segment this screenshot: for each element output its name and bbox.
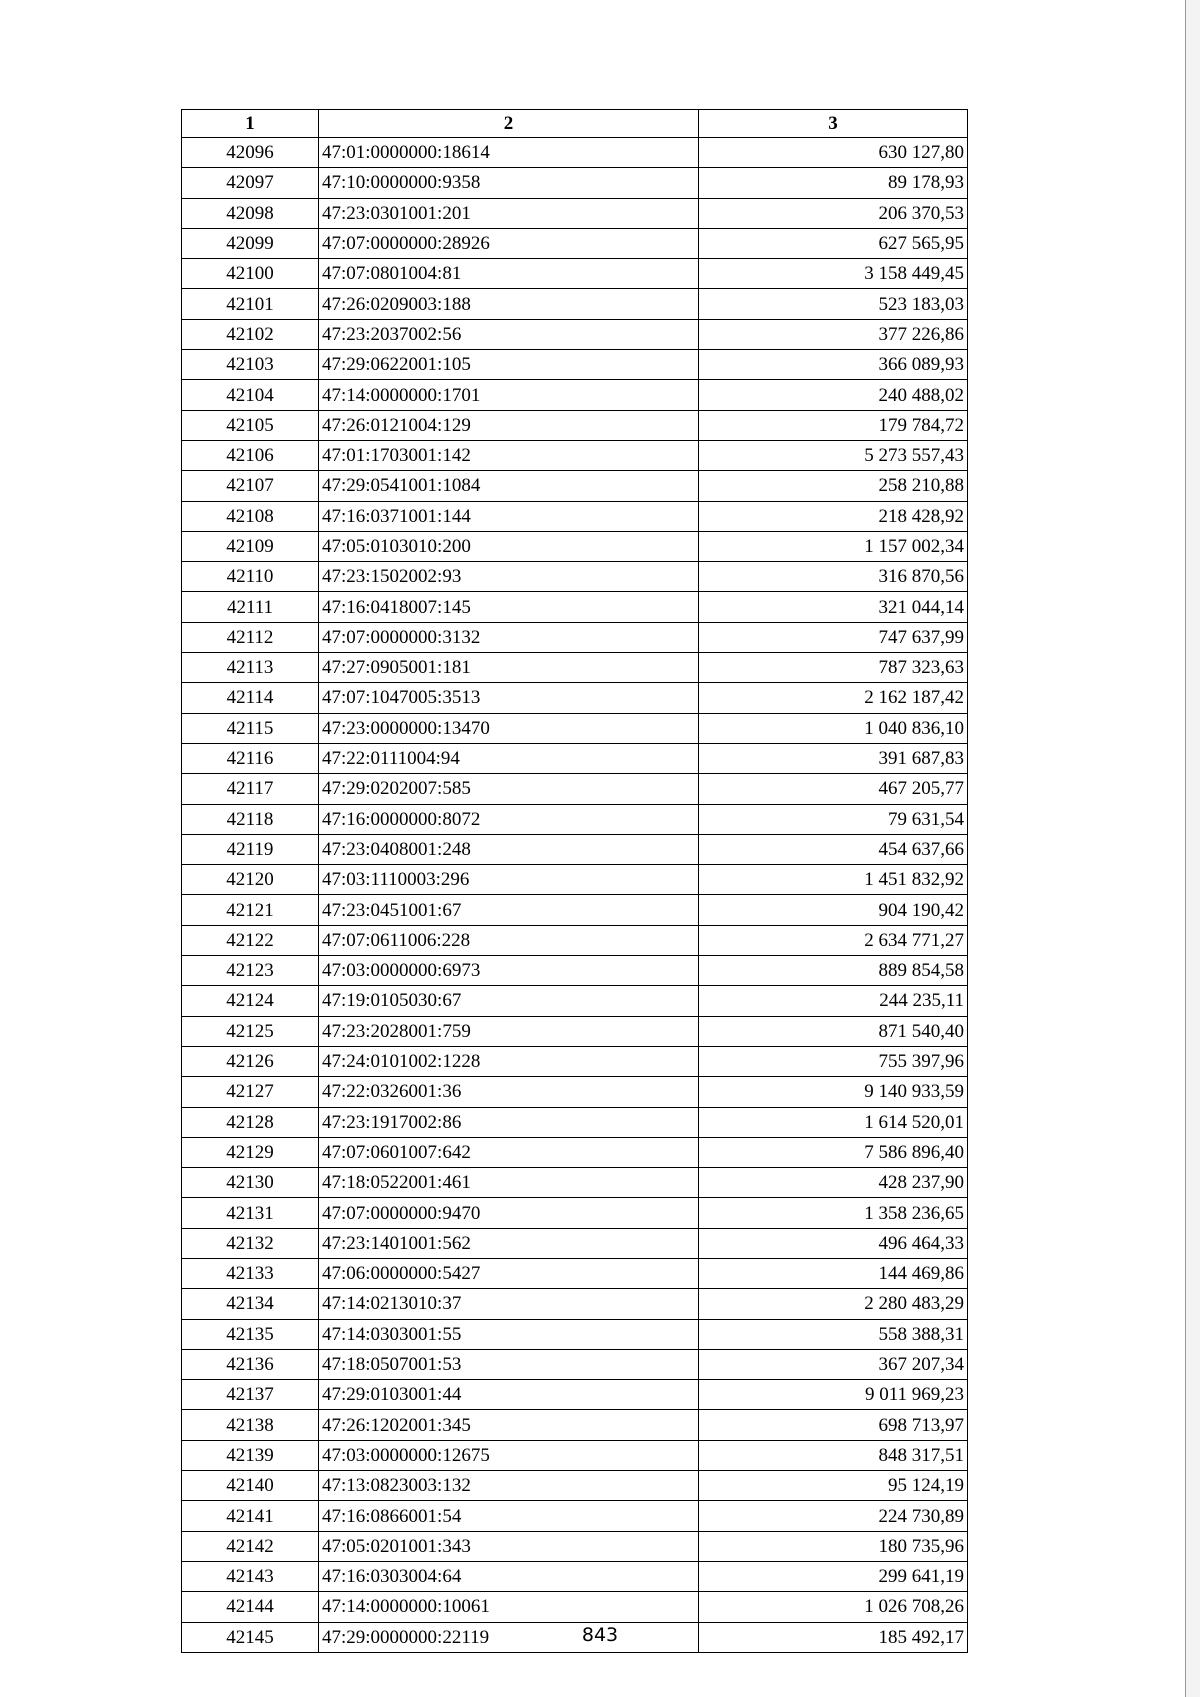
cadastral-number: 47:13:0823003:132 [319, 1471, 699, 1501]
table-row [182, 198, 968, 228]
amount-value: 454 637,66 [699, 834, 968, 864]
row-number: 42116 [182, 743, 319, 773]
amount-value: 871 540,40 [699, 1016, 968, 1046]
row-number: 42142 [182, 1531, 319, 1561]
row-number: 42137 [182, 1380, 319, 1410]
cadastral-number: 47:27:0905001:181 [319, 653, 699, 683]
row-number: 42120 [182, 865, 319, 895]
row-number: 42102 [182, 319, 319, 349]
amount-value: 558 388,31 [699, 1319, 968, 1349]
table-body [182, 138, 968, 1653]
cadastral-number: 47:06:0000000:5427 [319, 1258, 699, 1288]
amount-value: 848 317,51 [699, 1440, 968, 1470]
table-row [182, 501, 968, 531]
cadastral-number: 47:01:1703001:142 [319, 440, 699, 470]
cadastral-number: 47:05:0103010:200 [319, 531, 699, 561]
amount-value: 321 044,14 [699, 592, 968, 622]
table-row [182, 471, 968, 501]
amount-value: 1 157 002,34 [699, 531, 968, 561]
amount-value: 755 397,96 [699, 1046, 968, 1076]
table-row [182, 743, 968, 773]
row-number: 42125 [182, 1016, 319, 1046]
table-row [182, 956, 968, 986]
amount-value: 1 614 520,01 [699, 1107, 968, 1137]
row-number: 42145 [182, 1622, 319, 1652]
row-number: 42138 [182, 1410, 319, 1440]
cadastral-number: 47:16:0866001:54 [319, 1501, 699, 1531]
cadastral-number: 47:29:0103001:44 [319, 1380, 699, 1410]
amount-value: 889 854,58 [699, 956, 968, 986]
cadastral-number: 47:05:0201001:343 [319, 1531, 699, 1561]
amount-value: 367 207,34 [699, 1349, 968, 1379]
row-number: 42110 [182, 562, 319, 592]
row-number: 42114 [182, 683, 319, 713]
amount-value: 377 226,86 [699, 319, 968, 349]
table-row [182, 1380, 968, 1410]
table-row [182, 1046, 968, 1076]
row-number: 42106 [182, 440, 319, 470]
amount-value: 9 140 933,59 [699, 1077, 968, 1107]
row-number: 42130 [182, 1168, 319, 1198]
row-number: 42140 [182, 1471, 319, 1501]
table-row [182, 895, 968, 925]
cadastral-number: 47:23:0000000:13470 [319, 713, 699, 743]
row-number: 42113 [182, 653, 319, 683]
table-row [182, 804, 968, 834]
table-row [182, 834, 968, 864]
column-header-3: 3 [699, 110, 968, 138]
amount-value: 366 089,93 [699, 350, 968, 380]
amount-value: 627 565,95 [699, 228, 968, 258]
amount-value: 3 158 449,45 [699, 259, 968, 289]
row-number: 42123 [182, 956, 319, 986]
table-row [182, 1258, 968, 1288]
row-number: 42126 [182, 1046, 319, 1076]
row-number: 42108 [182, 501, 319, 531]
cadastral-number: 47:24:0101002:1228 [319, 1046, 699, 1076]
amount-value: 179 784,72 [699, 410, 968, 440]
row-number: 42100 [182, 259, 319, 289]
amount-value: 2 162 187,42 [699, 683, 968, 713]
amount-value: 9 011 969,23 [699, 1380, 968, 1410]
amount-value: 467 205,77 [699, 774, 968, 804]
table-row [182, 592, 968, 622]
amount-value: 299 641,19 [699, 1561, 968, 1591]
table-row [182, 1198, 968, 1228]
row-number: 42122 [182, 925, 319, 955]
row-number: 42124 [182, 986, 319, 1016]
cadastral-number: 47:23:2028001:759 [319, 1016, 699, 1046]
page-number: 843 [581, 1624, 619, 1646]
table-row [182, 1228, 968, 1258]
table-row [182, 713, 968, 743]
cadastral-number: 47:07:1047005:3513 [319, 683, 699, 713]
cadastral-number: 47:14:0213010:37 [319, 1289, 699, 1319]
amount-value: 1 040 836,10 [699, 713, 968, 743]
cadastral-number: 47:22:0111004:94 [319, 743, 699, 773]
table-header [182, 110, 968, 138]
amount-value: 89 178,93 [699, 168, 968, 198]
amount-value: 224 730,89 [699, 1501, 968, 1531]
cadastral-number: 47:26:1202001:345 [319, 1410, 699, 1440]
amount-value: 5 273 557,43 [699, 440, 968, 470]
table-row [182, 1349, 968, 1379]
table-row [182, 774, 968, 804]
table-row [182, 1289, 968, 1319]
table-row [182, 1168, 968, 1198]
cadastral-number: 47:10:0000000:9358 [319, 168, 699, 198]
amount-value: 496 464,33 [699, 1228, 968, 1258]
table-row [182, 168, 968, 198]
cadastral-number: 47:23:1502002:93 [319, 562, 699, 592]
row-number: 42111 [182, 592, 319, 622]
row-number: 42139 [182, 1440, 319, 1470]
table-row [182, 531, 968, 561]
table-row [182, 410, 968, 440]
amount-value: 2 280 483,29 [699, 1289, 968, 1319]
cadastral-number: 47:26:0209003:188 [319, 289, 699, 319]
table-row [182, 350, 968, 380]
table-row [182, 622, 968, 652]
amount-value: 95 124,19 [699, 1471, 968, 1501]
amount-value: 180 735,96 [699, 1531, 968, 1561]
amount-value: 2 634 771,27 [699, 925, 968, 955]
cadastral-number: 47:23:1401001:562 [319, 1228, 699, 1258]
row-number: 42134 [182, 1289, 319, 1319]
row-number: 42127 [182, 1077, 319, 1107]
row-number: 42135 [182, 1319, 319, 1349]
table-row [182, 380, 968, 410]
table-row [182, 1561, 968, 1591]
amount-value: 747 637,99 [699, 622, 968, 652]
row-number: 42115 [182, 713, 319, 743]
cadastral-number: 47:03:0000000:12675 [319, 1440, 699, 1470]
row-number: 42104 [182, 380, 319, 410]
table-row [182, 865, 968, 895]
cadastral-number: 47:07:0000000:9470 [319, 1198, 699, 1228]
row-number: 42131 [182, 1198, 319, 1228]
table-row [182, 1077, 968, 1107]
table-row [182, 653, 968, 683]
table-row [182, 986, 968, 1016]
table-row [182, 259, 968, 289]
cadastral-number: 47:23:0408001:248 [319, 834, 699, 864]
table-row [182, 138, 968, 168]
amount-value: 1 358 236,65 [699, 1198, 968, 1228]
row-number: 42101 [182, 289, 319, 319]
amount-value: 79 631,54 [699, 804, 968, 834]
table-row [182, 1531, 968, 1561]
cadastral-number: 47:29:0541001:1084 [319, 471, 699, 501]
table-row [182, 925, 968, 955]
cadastral-number: 47:07:0611006:228 [319, 925, 699, 955]
table-row [182, 1501, 968, 1531]
row-number: 42105 [182, 410, 319, 440]
amount-value: 1 026 708,26 [699, 1592, 968, 1622]
amount-value: 904 190,42 [699, 895, 968, 925]
column-header-1: 1 [182, 110, 319, 138]
amount-value: 316 870,56 [699, 562, 968, 592]
row-number: 42103 [182, 350, 319, 380]
cadastral-number: 47:14:0303001:55 [319, 1319, 699, 1349]
table-row [182, 1016, 968, 1046]
table-row [182, 1410, 968, 1440]
amount-value: 787 323,63 [699, 653, 968, 683]
row-number: 42096 [182, 138, 319, 168]
amount-value: 218 428,92 [699, 501, 968, 531]
cadastral-number: 47:07:0801004:81 [319, 259, 699, 289]
cadastral-number: 47:07:0000000:3132 [319, 622, 699, 652]
amount-value: 206 370,53 [699, 198, 968, 228]
cadastral-number: 47:23:2037002:56 [319, 319, 699, 349]
page-right-edge [1185, 0, 1200, 1697]
cadastral-number: 47:07:0601007:642 [319, 1137, 699, 1167]
cadastral-number: 47:23:1917002:86 [319, 1107, 699, 1137]
table-row [182, 440, 968, 470]
amount-value: 144 469,86 [699, 1258, 968, 1288]
amount-value: 630 127,80 [699, 138, 968, 168]
amount-value: 523 183,03 [699, 289, 968, 319]
cadastral-number: 47:14:0000000:10061 [319, 1592, 699, 1622]
table-row [182, 562, 968, 592]
amount-value: 698 713,97 [699, 1410, 968, 1440]
table-row [182, 1440, 968, 1470]
amount-value: 258 210,88 [699, 471, 968, 501]
table-row [182, 683, 968, 713]
row-number: 42129 [182, 1137, 319, 1167]
cadastral-number: 47:03:0000000:6973 [319, 956, 699, 986]
cadastral-number: 47:16:0371001:144 [319, 501, 699, 531]
cadastral-number: 47:07:0000000:28926 [319, 228, 699, 258]
row-number: 42098 [182, 198, 319, 228]
cadastral-number: 47:23:0301001:201 [319, 198, 699, 228]
row-number: 42118 [182, 804, 319, 834]
cadastral-number: 47:29:0622001:105 [319, 350, 699, 380]
table-row [182, 1592, 968, 1622]
row-number: 42144 [182, 1592, 319, 1622]
row-number: 42141 [182, 1501, 319, 1531]
table-row [182, 289, 968, 319]
table-row [182, 1471, 968, 1501]
cadastral-number: 47:19:0105030:67 [319, 986, 699, 1016]
table-row [182, 1319, 968, 1349]
cadastral-number: 47:16:0000000:8072 [319, 804, 699, 834]
row-number: 42109 [182, 531, 319, 561]
amount-value: 244 235,11 [699, 986, 968, 1016]
table-row [182, 228, 968, 258]
cadastral-number: 47:18:0522001:461 [319, 1168, 699, 1198]
table-row [182, 1107, 968, 1137]
amount-value: 240 488,02 [699, 380, 968, 410]
cadastral-number: 47:16:0418007:145 [319, 592, 699, 622]
amount-value: 1 451 832,92 [699, 865, 968, 895]
cadastral-number: 47:18:0507001:53 [319, 1349, 699, 1379]
data-table [181, 109, 968, 1653]
cadastral-number: 47:16:0303004:64 [319, 1561, 699, 1591]
column-header-2: 2 [319, 110, 699, 138]
row-number: 42097 [182, 168, 319, 198]
cadastral-number: 47:03:1110003:296 [319, 865, 699, 895]
cadastral-number: 47:26:0121004:129 [319, 410, 699, 440]
amount-value: 185 492,17 [699, 1622, 968, 1652]
header-row [182, 110, 968, 138]
table-row [182, 319, 968, 349]
row-number: 42099 [182, 228, 319, 258]
row-number: 42136 [182, 1349, 319, 1379]
row-number: 42121 [182, 895, 319, 925]
amount-value: 7 586 896,40 [699, 1137, 968, 1167]
row-number: 42119 [182, 834, 319, 864]
cadastral-number: 47:29:0202007:585 [319, 774, 699, 804]
amount-value: 428 237,90 [699, 1168, 968, 1198]
row-number: 42128 [182, 1107, 319, 1137]
row-number: 42112 [182, 622, 319, 652]
row-number: 42132 [182, 1228, 319, 1258]
cadastral-number: 47:14:0000000:1701 [319, 380, 699, 410]
amount-value: 391 687,83 [699, 743, 968, 773]
cadastral-number: 47:23:0451001:67 [319, 895, 699, 925]
row-number: 42133 [182, 1258, 319, 1288]
row-number: 42117 [182, 774, 319, 804]
row-number: 42107 [182, 471, 319, 501]
cadastral-number: 47:01:0000000:18614 [319, 138, 699, 168]
cadastral-number: 47:29:0000000:22119 [319, 1622, 699, 1652]
cadastral-number: 47:22:0326001:36 [319, 1077, 699, 1107]
row-number: 42143 [182, 1561, 319, 1591]
table-row [182, 1137, 968, 1167]
